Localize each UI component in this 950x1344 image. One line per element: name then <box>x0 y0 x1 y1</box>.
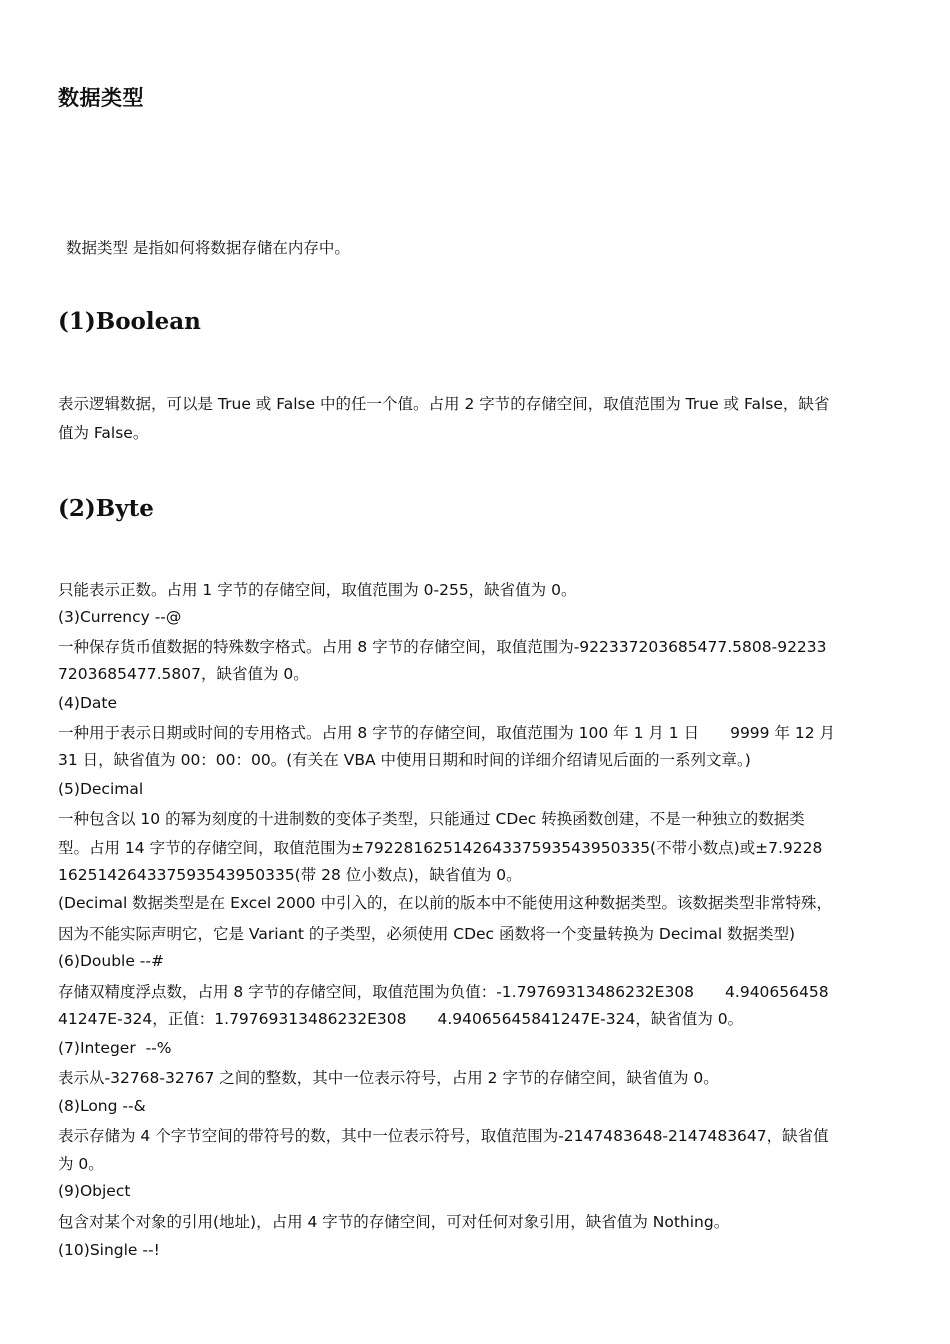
heading-integer: (7)Integer --% <box>58 1039 172 1057</box>
long-text-line-1: 表示存储为 4 个字节空间的带符号的数，其中一位表示符号，取值范围为-2147483648-2147483647，缺省值 <box>58 1127 829 1145</box>
heading-boolean: (1)Boolean <box>58 308 201 335</box>
date-text-line-1: 一种用于表示日期或时间的专用格式。占用 8 字节的存储空间，取值范围为 100 年 1 月 1 日 9999 年 12 月 <box>58 724 836 742</box>
heading-double: (6)Double --# <box>58 952 164 970</box>
heading-currency: (3)Currency --@ <box>58 608 182 626</box>
heading-decimal: (5)Decimal <box>58 780 144 798</box>
boolean-text-line-2: 值为 False。 <box>58 424 149 442</box>
decimal-note-line-2: 因为不能实际声明它，它是 Variant 的子类型，必须使用 CDec 函数将一个变量转换为 Decimal 数据类型) <box>58 925 796 943</box>
long-text-line-2: 为 0。 <box>58 1155 104 1173</box>
boolean-text-line-1: 表示逻辑数据，可以是 True 或 False 中的任一个值。占用 2 字节的存储空间，取值范围为 True 或 False，缺省 <box>58 395 830 413</box>
heading-byte: (2)Byte <box>58 495 154 522</box>
decimal-note-line-1: (Decimal 数据类型是在 Excel 2000 中引入的，在以前的版本中不能使用这种数据类型。该数据类型非常特殊， <box>58 894 832 912</box>
currency-text-line-2: 7203685477.5807，缺省值为 0。 <box>58 665 309 683</box>
double-text-line-2: 41247E-324，正值：1.79769313486232E308 4.94065645841247E-324，缺省值为 0。 <box>58 1010 744 1028</box>
decimal-text-line-3: 162514264337593543950335(带 28 位小数点)，缺省值为 0。 <box>58 866 522 884</box>
heading-date: (4)Date <box>58 694 118 712</box>
date-text-line-2: 31 日，缺省值为 00：00：00。(有关在 VBA 中使用日期和时间的详细介绍请见后面的一系列文章。) <box>58 751 751 769</box>
decimal-text-line-2: 型。占用 14 字节的存储空间，取值范围为±79228162514264337593543950335(不带小数点)或±7.9228 <box>58 839 823 857</box>
object-text-line-1: 包含对某个对象的引用(地址)，占用 4 字节的存储空间，可对任何对象引用，缺省值为 Nothing。 <box>58 1213 730 1231</box>
page-title: 数据类型 <box>58 86 144 110</box>
heading-long: (8)Long --& <box>58 1097 146 1115</box>
byte-text-line-1: 只能表示正数。占用 1 字节的存储空间，取值范围为 0-255，缺省值为 0。 <box>58 581 577 599</box>
heading-single: (10)Single --! <box>58 1241 160 1259</box>
intro-paragraph: 数据类型 是指如何将数据存储在内存中。 <box>66 239 350 257</box>
decimal-text-line-1: 一种包含以 10 的幂为刻度的十进制数的变体子类型，只能通过 CDec 转换函数创建，不是一种独立的数据类 <box>58 810 805 828</box>
integer-text-line-1: 表示从-32768-32767 之间的整数，其中一位表示符号，占用 2 字节的存储空间，缺省值为 0。 <box>58 1069 719 1087</box>
currency-text-line-1: 一种保存货币值数据的特殊数字格式。占用 8 字节的存储空间，取值范围为-922337203685477.5808-92233 <box>58 638 827 656</box>
heading-object: (9)Object <box>58 1182 131 1200</box>
double-text-line-1: 存储双精度浮点数，占用 8 字节的存储空间，取值范围为负值：-1.79769313486232E308 4.940656458 <box>58 983 829 1001</box>
